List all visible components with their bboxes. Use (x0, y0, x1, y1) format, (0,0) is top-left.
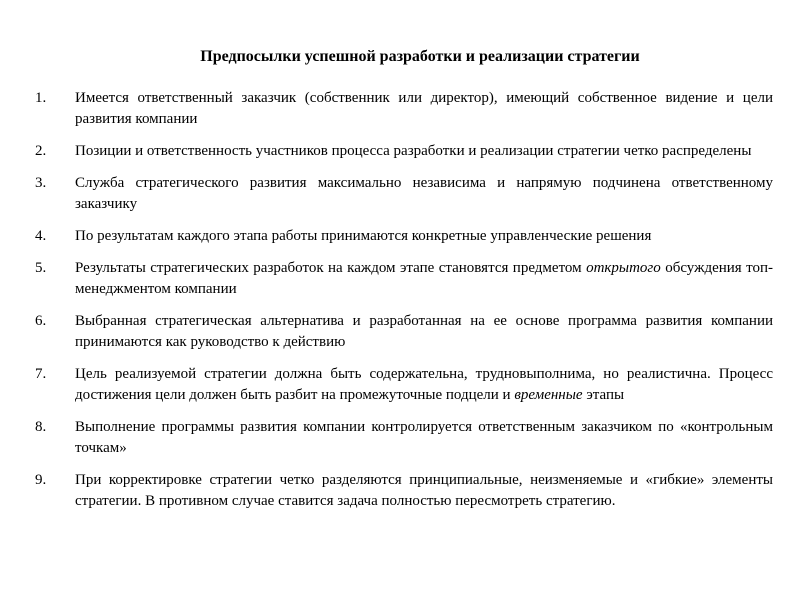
list-item (35, 258, 775, 300)
item-text-emphasis: временные (514, 387, 583, 403)
item-number: 5. (35, 260, 47, 276)
list-item (35, 88, 775, 130)
item-number: 4. (35, 228, 47, 244)
item-text: Выбранная стратегическая альтернатива и разработанная на ее основе программа развития компании принимаются как руководство к действию (75, 313, 773, 350)
list-item (35, 364, 775, 406)
item-number: 2. (35, 143, 47, 159)
item-text: По результатам каждого этапа работы принимаются конкретные управленческие решения (75, 228, 652, 244)
item-text-part: этапы (582, 387, 625, 403)
item-text: Выполнение программы развития компании контролируется ответственным заказчиком по «контрольным точкам» (75, 419, 773, 456)
list-item (35, 141, 775, 162)
item-text: При корректировке стратегии четко разделяются принципиальные, неизменяемые и «гибкие» элементы стратегии. В противном случае ставится задача полностью пересмотреть стратегию. (75, 472, 773, 509)
item-number: 1. (35, 90, 47, 106)
item-number: 6. (35, 313, 47, 329)
list-item (35, 470, 775, 512)
item-text (75, 258, 773, 300)
item-number: 9. (35, 472, 47, 488)
item-text (75, 364, 773, 406)
item-text-part: Цель реализуемой стратегии должна быть содержательна, трудновыполнима, но реалистична. Процесс достижения цели должен быть разбит на промежуточные подцели и (75, 366, 773, 403)
list-item (35, 417, 775, 459)
item-text-part: обсуждения топ-менеджментом компании (75, 260, 773, 297)
item-text: Позиции и ответственность участников процесса разработки и реализации стратегии четко распределены (75, 143, 752, 159)
item-number: 7. (35, 366, 47, 382)
list-item (35, 311, 775, 353)
page-title: Предпосылки успешной разработки и реализации стратегии (200, 48, 640, 65)
list-item (35, 173, 775, 215)
item-number: 8. (35, 419, 47, 435)
list-item (35, 226, 775, 247)
prerequisites-list (35, 88, 775, 523)
item-text: Имеется ответственный заказчик (собственник или директор), имеющий собственное видение и цели развития компании (75, 90, 773, 127)
item-text-part: Результаты стратегических разработок на каждом этапе становятся предметом (75, 260, 587, 276)
item-number: 3. (35, 175, 47, 191)
item-text-emphasis: открытого (586, 260, 661, 276)
item-text: Служба стратегического развития максимально независима и напрямую подчинена ответственному заказчику (75, 175, 773, 212)
